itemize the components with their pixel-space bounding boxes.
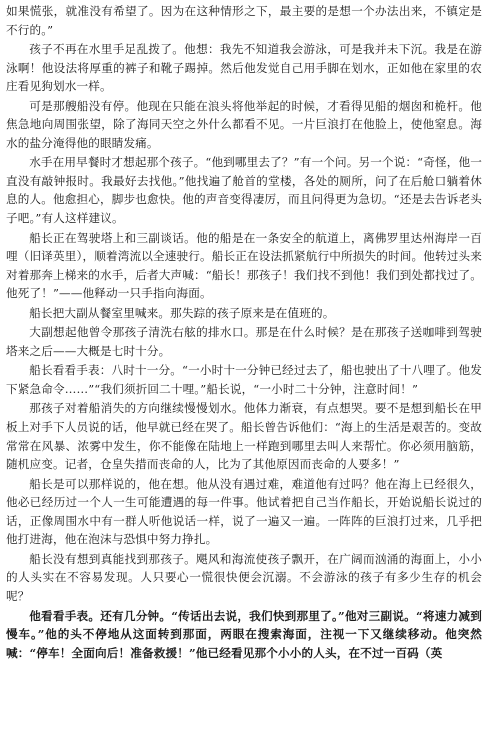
paragraph-2: 孩子不再在水里手足乱拨了。他想：我先不知道我会游泳，可是我并未下沉。我是在游泳啊！他设法将厚重的裤子和靴子踢掉。然后他发觉自己用手脚在划水，正如他在家里的农庄看见狗划水一样。 <box>6 42 482 94</box>
paragraph-11: 船长没有想到真能找到那孩子。飓风和海流使孩子飘开，在广阔而汹涌的海面上，小小的人头实在不容易发现。人只要心一慌很快便会沉溺。不会游泳的孩子有多少生存的机会呢？ <box>6 551 482 603</box>
paragraph-6: 船长把大副从餐室里喊来。那失踪的孩子原来是在值班的。 <box>29 305 335 320</box>
paragraph-10: 船长是可以那样说的，他在想。他从没有遇过难，难道他有过吗？他在海上已经很久，他必已经历过一个人一生可能遭遇的每一件事。他试着把自己当作船长，开始说船长说过的话，正像周围水中有一群人听他说话一样，说了一遍又一遍。一阵阵的巨浪打过来，几乎把他打进海，他在泡沫与恐惧中努力挣扎。 <box>6 476 482 547</box>
paragraph-7: 大副想起他曾令那孩子清洗右舷的排水口。那是在什么时候？是在那孩子送咖啡到驾驶塔来之后——大概是七时十分。 <box>6 325 482 358</box>
paragraph-5: 船长正在驾驶塔上和三副谈话。他的船是在一条安全的航道上，离佛罗里达州海岸一百哩（旧译英里），顺着湾流以全速驶行。船长正在设法抓紧航行中所损失的时间。他转过头来对着那奔上梯来的水手，后者大声喊：“船长！那孩子！我们找不到他！我们到处都找过了。他死了！”——他释动一只手指向海面。 <box>6 230 482 301</box>
paragraph-3: 可是那艘船没有停。他现在只能在浪头将他举起的时候，才看得见船的烟囱和桅杆。他焦急地向周围张望，除了海同天空之外什么都看不见。一片巨浪打在他脸上，使他窒息。海水的盐分淹得他的眼睛发痛。 <box>6 98 482 150</box>
paragraph-12: 他看看手表。还有几分钟。“传话出去说，我们快到那里了。”他对三副说。“将速力减到慢车。”他的头不停地从这面转到那面，两眼在搜索海面，注视一下又继续移动。他突然喊：“停车！全面向后！准备救援！”他已经看见那个小小的人头，在不过一百码（英 <box>6 608 482 660</box>
paragraph-4: 水手在用早餐时才想起那个孩子。“他到哪里去了？”有一个问。另一个说：“奇怪，他一直没有敲钟报时。我最好去找他。”他找遍了舱首的堂楼，各处的厕所，问了在后舱口躺着休息的人。他愈担心，脚步也愈快。他的声音变得凄厉，而且问得更为急切。“还是去告诉老头子吧。”有人这样建议。 <box>6 155 482 226</box>
paragraph-8: 船长看看手表：八时十一分。“一小时十一分钟已经过去了，船也驶出了十八哩了。他发下紧急命令……”“我们须折回二十哩。”船长说，“一小时二十分钟，注意时间！” <box>6 363 482 396</box>
paragraph-1: 如果慌张，就准没有希望了。因为在这种情形之下，最主要的是想一个办法出来，不镇定是不行的。” <box>6 4 482 37</box>
paragraph-9: 那孩子对着船消失的方向继续慢慢划水。他体力渐衰，有点想哭。要不是想到船长在甲板上对手下人员说的话，他早就已经在哭了。船长曾告诉他们：“海上的生活是艰苦的。变故常常在风暴、浓雾中发生，你不能像在陆地上一样跑到哪里去叫人来帮忙。你必须用脑筋，随机应变。记者，仓皇失措而丧命的人，比为了其他原因而丧命的人要多！” <box>6 401 482 472</box>
